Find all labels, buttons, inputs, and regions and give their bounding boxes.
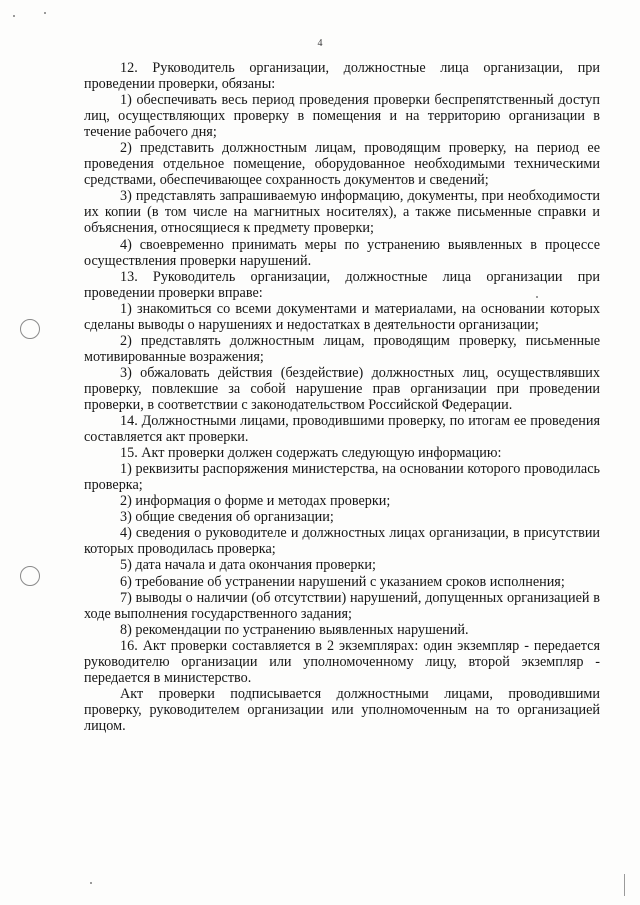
clause-12-item-3: 3) представлять запрашиваемую информацию, документы, при необходимости их копии (в том числе на магнитных носителях), а также письменные справки и объяснения, относящиеся к предмету проверки; bbox=[84, 188, 600, 237]
punch-hole-bottom bbox=[20, 566, 40, 586]
clause-15: 15. Акт проверки должен содержать следующую информацию: bbox=[120, 445, 502, 462]
clause-12-item-1: 1) обеспечивать весь период проведения проверки беспрепятственный доступ лиц, осуществляющих проверку в помещения и на территорию организации в течение рабочего дня; bbox=[84, 92, 600, 141]
clause-13-item-1: 1) знакомиться со всеми документами и материалами, на основании которых сделаны выводы о нарушениях и недостатках в деятельности организации; bbox=[84, 300, 600, 333]
clause-15-item-6: 6) требование об устранении нарушений с указанием сроков исполнения; bbox=[120, 573, 565, 590]
document-body bbox=[84, 60, 600, 734]
clause-16: 16. Акт проверки составляется в 2 экземплярах: один экземпляр - передается руководителю организации или уполномоченному лицу, второй экземпляр - передается в министерство. bbox=[84, 637, 600, 686]
scan-edge-mark bbox=[624, 874, 625, 896]
clause-15-item-7: 7) выводы о наличии (об отсутствии) нарушений, допущенных организацией в ходе выполнения государственного задания; bbox=[84, 589, 600, 622]
clause-15-item-1: 1) реквизиты распоряжения министерства, на основании которого проводилась проверка; bbox=[84, 461, 600, 494]
clause-12-item-2: 2) представить должностным лицам, проводящим проверку, на период ее проведения отдельное помещение, оборудованное необходимыми техническими средствами, обеспечивающее сохранность документов и сведений; bbox=[84, 140, 600, 189]
clause-13: 13. Руководитель организации, должностные лица организации при проведении проверки вправе: bbox=[84, 268, 600, 301]
clause-12: 12. Руководитель организации, должностные лица организации, при проведении проверки, обязаны: bbox=[84, 60, 600, 93]
clause-16-signature-note: Акт проверки подписывается должностными лицами, проводившими проверку, руководителем организации или уполномоченным на то организацией лицом. bbox=[84, 685, 600, 734]
scan-speck bbox=[44, 12, 46, 14]
clause-15-item-8: 8) рекомендации по устранению выявленных нарушений. bbox=[120, 621, 469, 638]
clause-15-item-3: 3) общие сведения об организации; bbox=[120, 509, 334, 526]
clause-13-item-3: 3) обжаловать действия (бездействие) должностных лиц, осуществлявших проверку, повлекшие за собой нарушение прав организации при проведении проверки, в соответствии с законодательством Российской Федерации. bbox=[84, 364, 600, 413]
clause-15-item-2: 2) информация о форме и методах проверки; bbox=[120, 493, 391, 510]
scan-speck bbox=[13, 15, 15, 17]
clause-12-item-4: 4) своевременно принимать меры по устранению выявленных в процессе осуществления проверки нарушений. bbox=[84, 236, 600, 269]
clause-15-item-5: 5) дата начала и дата окончания проверки; bbox=[120, 557, 376, 574]
page-number: 4 bbox=[317, 38, 323, 49]
clause-14: 14. Должностными лицами, проводившими проверку, по итогам ее проведения составляется акт проверки. bbox=[84, 413, 600, 446]
clause-13-item-2: 2) представлять должностным лицам, проводящим проверку, письменные мотивированные возражения; bbox=[84, 332, 600, 365]
punch-hole-top bbox=[20, 319, 40, 339]
clause-15-item-4: 4) сведения о руководителе и должностных лицах организации, в присутствии которых проводилась проверка; bbox=[84, 525, 600, 558]
scan-speck bbox=[90, 882, 92, 884]
